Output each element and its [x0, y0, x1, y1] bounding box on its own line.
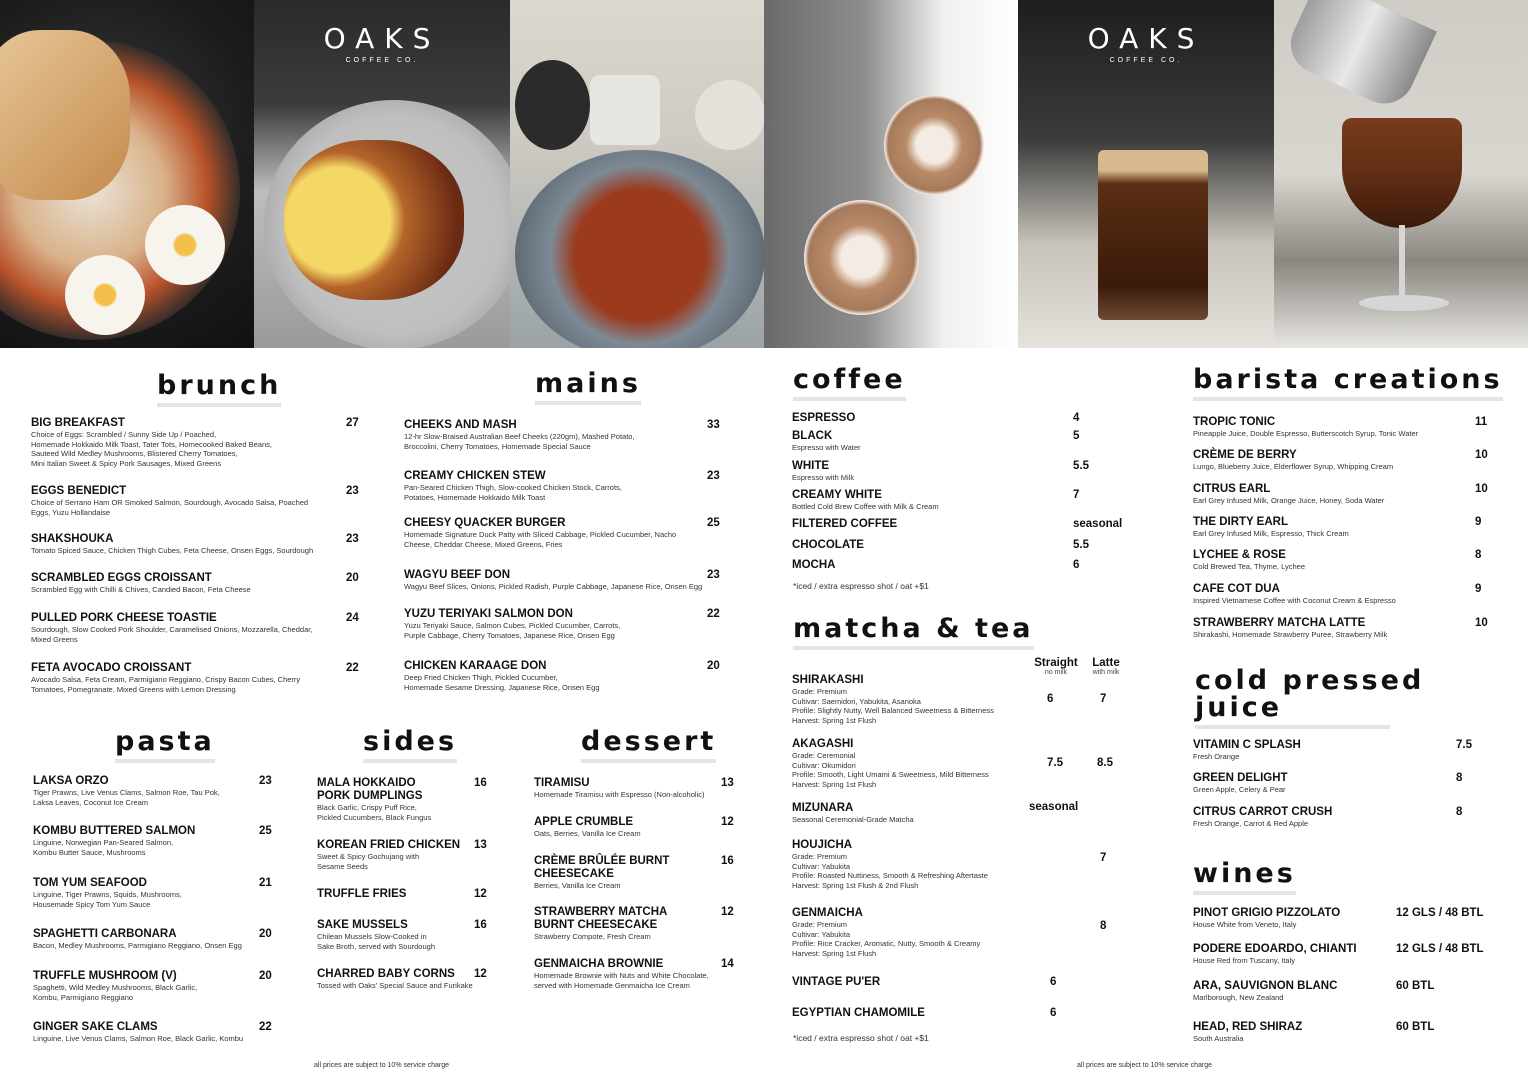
- pasta-prawns-photo: [510, 0, 764, 348]
- item-name: SHIRAKASHI: [792, 674, 864, 686]
- item-description: House Red from Tuscany, Italy: [1193, 956, 1295, 965]
- item-description: Bacon, Medley Mushrooms, Parmigiano Reggiano, Onsen Egg: [33, 941, 242, 950]
- item-description: Kombu, Parmigiano Reggiano: [33, 992, 134, 1002]
- menu-item: [792, 1007, 1032, 1020]
- item-description: Potatoes, Homemade Hokkaido Milk Toast: [404, 492, 546, 502]
- item-description: Grade: Premium: [792, 920, 848, 929]
- item-price: 16: [474, 777, 487, 789]
- item-price: 6: [1073, 559, 1080, 571]
- photo-strip: [0, 0, 1528, 348]
- item-description: Mixed Greens: [31, 634, 78, 644]
- item-description: Homemade Sesame Dressing, Japanese Rice, Onsen Egg: [404, 682, 600, 692]
- item-price: 33: [707, 419, 720, 431]
- menu-item: [792, 518, 1062, 531]
- item-description: Spaghetti, Wild Medley Mushrooms, Black Garlic,: [33, 983, 198, 992]
- menu-item: [1193, 549, 1463, 572]
- latte-label: Latte: [1092, 657, 1120, 669]
- item-name: MOCHA: [792, 559, 836, 571]
- item-description: Mini Italian Sweet & Spicy Pork Sausages, Mixed Greens: [31, 458, 222, 468]
- item-price: 7.5: [1456, 739, 1472, 751]
- item-description: Black Garlic, Crispy Puff Rice,: [317, 803, 417, 812]
- straight-column-header: [1028, 657, 1084, 676]
- item-description: Laksa Leaves, Coconut Ice Cream: [33, 797, 149, 807]
- item-name: TRUFFLE MUSHROOM (V): [33, 970, 177, 982]
- menu-item: [792, 430, 1062, 453]
- item-name: CREAMY WHITE: [792, 489, 882, 501]
- dessert-heading: [581, 728, 716, 763]
- pasta-title: pasta: [115, 726, 215, 757]
- matcha-title: matcha & tea: [793, 613, 1034, 644]
- menu-item: [31, 572, 351, 595]
- item-description: Oats, Berries, Vanilla Ice Cream: [534, 829, 641, 838]
- item-description: Harvest: Spring 1st Flush: [792, 715, 877, 725]
- service-charge-note-left: all prices are subject to 10% service charge: [314, 1062, 450, 1069]
- item-name: CHARRED BABY CORNS: [317, 968, 455, 980]
- item-name: VITAMIN C SPLASH: [1193, 739, 1301, 751]
- item-description: Kombu Butter Sauce, Mushrooms: [33, 847, 146, 857]
- heading-underline: [793, 397, 906, 401]
- item-description: Linguine, Tiger Prawns, Squids, Mushrooms,: [33, 890, 182, 899]
- item-name: FILTERED COFFEE: [792, 518, 898, 530]
- straight-price: 6: [1047, 693, 1054, 705]
- item-price: 8: [1475, 549, 1482, 561]
- item-description: Scrambled Egg with Chilli & Chives, Candied Bacon, Feta Cheese: [31, 585, 251, 594]
- item-description: Seasonal Ceremonial-Grade Matcha: [792, 815, 914, 824]
- item-description: Fresh Orange: [1193, 752, 1240, 761]
- item-description: Tomatoes, Pomegranate, Mixed Greens with Lemon Dressing: [31, 684, 236, 694]
- item-description: Pickled Cucumbers, Black Fungus: [317, 812, 432, 822]
- menu-item: [1193, 772, 1443, 795]
- item-description: Eggs, Yuzu Hollandaise: [31, 507, 111, 517]
- item-name: ESPRESSO: [792, 412, 856, 424]
- straight-price: 6: [1050, 976, 1057, 988]
- item-description: Tossed with Oaks' Special Sauce and Furikake: [317, 981, 473, 990]
- item-price: 12: [721, 906, 734, 918]
- item-description: Chilean Mussels Slow-Cooked in: [317, 932, 427, 941]
- item-description: Cultivar: Yabukita: [792, 929, 851, 939]
- item-name: CHEESY QUACKER BURGER: [404, 517, 566, 529]
- item-name: PODERE EDOARDO, CHIANTI: [1193, 943, 1357, 955]
- item-description: Fresh Orange, Carrot & Red Apple: [1193, 819, 1309, 828]
- item-name: TOM YUM SEAFOOD: [33, 877, 147, 889]
- latte-price: 8.5: [1097, 757, 1113, 769]
- item-description: Strawberry Compote, Fresh Cream: [534, 932, 651, 941]
- item-name: LYCHEE & ROSE: [1193, 549, 1286, 561]
- matcha-heading: [793, 615, 1034, 650]
- menu-item: [404, 517, 744, 549]
- item-price: 5.5: [1073, 460, 1089, 472]
- item-price: 4: [1073, 412, 1080, 424]
- item-name: CRÈME BRÛLÉE BURNT CHEESECAKE: [534, 855, 670, 880]
- item-description: Lungo, Blueberry Juice, Elderflower Syrup, Whipping Cream: [1193, 462, 1394, 471]
- item-price: 20: [707, 660, 720, 672]
- menu-item: [792, 976, 1032, 989]
- brand-name-2: OAKS: [1087, 22, 1205, 55]
- menu-item: [31, 662, 351, 694]
- item-name: LAKSA ORZO: [33, 775, 109, 787]
- item-price: 60 BTL: [1396, 1021, 1435, 1033]
- item-price: 11: [1475, 416, 1488, 428]
- item-description: Homemade Brownie with Nuts and White Chocolate,: [534, 971, 709, 980]
- item-description: Harvest: Spring 1st Flush & 2nd Flush: [792, 880, 919, 890]
- sides-heading: [363, 728, 457, 763]
- menu-item: [792, 839, 1032, 890]
- item-price: 12: [474, 968, 487, 980]
- item-price: 10: [1475, 617, 1488, 629]
- menu-item: [534, 816, 739, 839]
- item-description: Grade: Ceremonial: [792, 751, 856, 760]
- item-description: Tomato Spiced Sauce, Chicken Thigh Cubes, Feta Cheese, Onsen Eggs, Sourdough: [31, 546, 314, 555]
- straight-price: 6: [1050, 1007, 1057, 1019]
- item-description: Profile: Rice Cracker, Aromatic, Nutty, Smooth & Creamy: [792, 939, 981, 948]
- item-description: Espresso with Milk: [792, 473, 855, 482]
- item-description: Sesame Seeds: [317, 861, 368, 871]
- brunch-heading: [157, 372, 281, 407]
- menu-item: [792, 460, 1062, 483]
- item-description: Harvest: Spring 1st Flush: [792, 948, 877, 958]
- heading-underline: [115, 759, 215, 763]
- menu-item: [1193, 516, 1463, 539]
- item-price: 23: [346, 533, 359, 545]
- item-description: Homemade Signature Duck Patty with Sliced Cabbage, Pickled Cucumber, Nacho: [404, 530, 677, 539]
- item-name: HOUJICHA: [792, 839, 853, 851]
- menu-item: [1193, 907, 1393, 930]
- heading-underline: [1195, 725, 1390, 729]
- item-name: THE DIRTY EARL: [1193, 516, 1288, 528]
- item-name: PULLED PORK CHEESE TOASTIE: [31, 612, 217, 624]
- item-name: SPAGHETTI CARBONARA: [33, 928, 177, 940]
- brand-sub-2: COFFEE CO.: [1109, 57, 1183, 64]
- bread-eggs-pan-photo: [0, 0, 254, 348]
- item-description: Bottled Cold Brew Coffee with Milk & Cream: [792, 502, 939, 511]
- item-description: House White from Veneto, Italy: [1193, 920, 1297, 929]
- item-price: 20: [259, 970, 272, 982]
- item-name: CAFE COT DUA: [1193, 583, 1280, 595]
- menu-item: [1193, 980, 1393, 1003]
- item-description: Choice of Serrano Ham OR Smoked Salmon, Sourdough, Avocado Salsa, Poached: [31, 498, 309, 507]
- pasta-heading: [115, 728, 215, 763]
- menu-item: [1193, 583, 1463, 606]
- brand-name: OAKS: [323, 22, 441, 55]
- menu-item: [33, 775, 253, 807]
- item-name: AKAGASHI: [792, 738, 854, 750]
- item-description: Berries, Vanilla Ice Cream: [534, 881, 621, 890]
- heading-underline: [363, 759, 457, 763]
- item-description: Marlborough, New Zealand: [1193, 993, 1284, 1002]
- heading-underline: [581, 759, 716, 763]
- mains-title: mains: [535, 368, 641, 399]
- item-price: 24: [346, 612, 359, 624]
- item-description: Sauteed Wild Medley Mushrooms, Blistered Cherry Tomatoes,: [31, 449, 238, 458]
- menu-item: [792, 674, 1032, 725]
- item-name: MALA HOKKAIDO PORK DUMPLINGS: [317, 777, 423, 802]
- menu-item: [33, 825, 253, 857]
- item-name: HEAD, RED SHIRAZ: [1193, 1021, 1303, 1033]
- item-name: SHAKSHOUKA: [31, 533, 114, 545]
- item-description: Homemade Tiramisu with Espresso (Non-alcoholic): [534, 790, 705, 799]
- juice-title-line2: juice: [1195, 692, 1283, 723]
- dessert-title: dessert: [581, 726, 717, 757]
- item-description: Shirakashi, Homemade Strawberry Puree, Strawberry Milk: [1193, 630, 1388, 639]
- item-name: FETA AVOCADO CROISSANT: [31, 662, 192, 674]
- brand-sub: COFFEE CO.: [345, 57, 419, 64]
- menu-item: [1193, 617, 1463, 640]
- menu-item: [404, 470, 744, 502]
- item-price: 8: [1456, 806, 1463, 818]
- item-name: CHICKEN KARAAGE DON: [404, 660, 547, 672]
- item-description: Linguine, Live Venus Clams, Salmon Roe, Black Garlic, Kombu: [33, 1034, 244, 1043]
- item-name: EGYPTIAN CHAMOMILE: [792, 1007, 925, 1019]
- item-price: 13: [721, 777, 734, 789]
- item-description: Profile: Slightly Nutty, Well Balanced Sweetness & Bitterness: [792, 706, 994, 715]
- item-description: Choice of Eggs: Scrambled / Sunny Side Up / Poached,: [31, 430, 217, 439]
- menu-item: [792, 412, 1062, 425]
- item-name: VINTAGE PU'ER: [792, 976, 881, 988]
- juice-title-line1: cold pressed: [1195, 665, 1425, 696]
- item-price: 16: [474, 919, 487, 931]
- item-description: Cheese, Cheddar Cheese, Mixed Greens, Fries: [404, 539, 563, 549]
- item-price: 12 GLS / 48 BTL: [1396, 907, 1484, 919]
- latte-column-header: [1084, 657, 1128, 676]
- brand-logo-2: [1018, 22, 1274, 64]
- item-name: APPLE CRUMBLE: [534, 816, 634, 828]
- item-name: CHOCOLATE: [792, 539, 864, 551]
- item-price: 12 GLS / 48 BTL: [1396, 943, 1484, 955]
- barista-heading: [1193, 366, 1503, 401]
- heading-underline: [1193, 397, 1503, 401]
- item-name: MIZUNARA: [792, 802, 854, 814]
- menu-item: [31, 485, 351, 517]
- item-price: seasonal: [1073, 518, 1123, 530]
- item-name: GREEN DELIGHT: [1193, 772, 1288, 784]
- iced-coffee-photo: [1018, 0, 1274, 348]
- service-charge-note-right: all prices are subject to 10% service charge: [1077, 1062, 1213, 1069]
- item-description: Yuzu Teriyaki Sauce, Salmon Cubes, Pickled Cucumber, Carrots,: [404, 621, 621, 630]
- menu-item: [792, 907, 1032, 958]
- item-description: Inspired Vietnamese Coffee with Coconut Cream & Espresso: [1193, 596, 1396, 605]
- heading-underline: [793, 646, 1034, 650]
- brunch-title: brunch: [157, 370, 282, 401]
- coffee-extra-note: *iced / extra espresso shot / oat +$1: [793, 581, 929, 591]
- coffee-title: coffee: [793, 364, 906, 395]
- menu-item: [792, 539, 1062, 552]
- menu-item: [33, 970, 253, 1002]
- item-price: 22: [259, 1021, 272, 1033]
- item-price: 8: [1456, 772, 1463, 784]
- item-price: 9: [1475, 516, 1482, 528]
- menu-item: [404, 419, 744, 451]
- mains-heading: [535, 370, 641, 405]
- item-name: CREAMY CHICKEN STEW: [404, 470, 546, 482]
- menu-item: [534, 958, 739, 990]
- item-description: Harvest: Spring 1st Flush: [792, 779, 877, 789]
- item-price: 23: [346, 485, 359, 497]
- menu-item: [1193, 806, 1443, 829]
- menu-item: [534, 906, 739, 942]
- item-description: 12-hr Slow-Braised Australian Beef Cheeks (220gm), Mashed Potato,: [404, 432, 635, 441]
- item-name: SCRAMBLED EGGS CROISSANT: [31, 572, 212, 584]
- menu-item: [404, 660, 744, 692]
- item-price: 23: [259, 775, 272, 787]
- item-price: 13: [474, 839, 487, 851]
- item-price: 22: [346, 662, 359, 674]
- item-name: CITRUS CARROT CRUSH: [1193, 806, 1333, 818]
- menu-item: [31, 612, 351, 644]
- item-name: STRAWBERRY MATCHA BURNT CHEESECAKE: [534, 906, 668, 931]
- item-description: Wagyu Beef Slices, Onions, Pickled Radish, Purple Cabbage, Japanese Rice, Onsen Egg: [404, 582, 703, 591]
- item-description: Green Apple, Celery & Pear: [1193, 785, 1286, 794]
- straight-sublabel: no milk: [1044, 669, 1068, 676]
- item-price: 10: [1475, 449, 1488, 461]
- menu-item: [1193, 1021, 1393, 1044]
- item-price: 9: [1475, 583, 1482, 595]
- item-description: South Australia: [1193, 1034, 1244, 1043]
- item-name: GINGER SAKE CLAMS: [33, 1021, 158, 1033]
- item-name: TRUFFLE FRIES: [317, 888, 407, 900]
- barista-title: barista creations: [1193, 364, 1503, 395]
- item-price: 25: [259, 825, 272, 837]
- item-name: CITRUS EARL: [1193, 483, 1271, 495]
- menu-item: [33, 928, 253, 951]
- item-description: Cultivar: Saemidori, Yabukita, Asanoka: [792, 696, 921, 706]
- menu-item: [534, 855, 739, 891]
- item-name: ARA, SAUVIGNON BLANC: [1193, 980, 1338, 992]
- item-name: WAGYU BEEF DON: [404, 569, 511, 581]
- item-description: Broccolini, Cherry Tomatoes, Homemade Special Sauce: [404, 441, 591, 451]
- cocktail-pour-photo: [1274, 0, 1528, 348]
- item-price: 25: [707, 517, 720, 529]
- item-name: CHEEKS AND MASH: [404, 419, 517, 431]
- menu-item: [792, 802, 1032, 825]
- item-price: 5: [1073, 430, 1080, 442]
- item-description: Homemade Hokkaido Milk Toast, Tater Tots, Homecooked Baked Beans,: [31, 439, 272, 449]
- item-description: Grade: Premium: [792, 852, 848, 861]
- item-name: EGGS BENEDICT: [31, 485, 127, 497]
- wines-title: wines: [1193, 858, 1296, 889]
- item-description: Earl Grey Infused Milk, Espresso, Thick Cream: [1193, 529, 1349, 538]
- item-description: served with Homemade Genmaicha Ice Cream: [534, 980, 690, 990]
- menu-item: [792, 559, 1062, 572]
- menu-item: [1193, 943, 1393, 966]
- item-price: 5.5: [1073, 539, 1089, 551]
- menu-item: [1193, 449, 1463, 472]
- menu-item: [792, 489, 1062, 512]
- item-price: 14: [721, 958, 734, 970]
- heading-underline: [157, 403, 281, 407]
- item-price: 7: [1073, 489, 1080, 501]
- menu-item: [33, 1021, 253, 1044]
- item-name: KOREAN FRIED CHICKEN: [317, 839, 461, 851]
- item-price: 23: [707, 569, 720, 581]
- item-price: 60 BTL: [1396, 980, 1435, 992]
- item-price: 20: [259, 928, 272, 940]
- item-name: STRAWBERRY MATCHA LATTE: [1193, 617, 1366, 629]
- item-name: TROPIC TONIC: [1193, 416, 1276, 428]
- item-price: 23: [707, 470, 720, 482]
- item-price: 20: [346, 572, 359, 584]
- item-name: PINOT GRIGIO PIZZOLATO: [1193, 907, 1341, 919]
- item-name: WHITE: [792, 460, 830, 472]
- juice-heading: [1195, 667, 1424, 729]
- item-name: TIRAMISU: [534, 777, 590, 789]
- item-description: Earl Grey Infused Milk, Orange Juice, Honey, Soda Water: [1193, 496, 1385, 505]
- menu-item: [33, 877, 253, 909]
- item-price: 21: [259, 877, 272, 889]
- item-price: 12: [474, 888, 487, 900]
- item-price: 12: [721, 816, 734, 828]
- item-description: Deep Fried Chicken Thigh, Pickled Cucumber,: [404, 673, 558, 682]
- item-description: Sourdough, Slow Cooked Pork Shoulder, Caramelised Onions, Mozzarella, Cheddar,: [31, 625, 313, 634]
- wines-heading: [1193, 860, 1296, 895]
- sides-title: sides: [363, 726, 458, 757]
- croissant-plate-photo: [254, 0, 510, 348]
- item-description: Grade: Premium: [792, 687, 848, 696]
- item-name: BIG BREAKFAST: [31, 417, 125, 429]
- item-description: Avocado Salsa, Feta Cream, Parmigiano Reggiano, Crispy Bacon Cubes, Cherry: [31, 675, 301, 684]
- menu-item: [404, 569, 744, 592]
- latte-price: 8: [1100, 920, 1107, 932]
- straight-label: Straight: [1034, 657, 1078, 669]
- item-name: CRÈME DE BERRY: [1193, 449, 1297, 461]
- item-description: Purple Cabbage, Cherry Tomatoes, Japanese Rice, Onsen Egg: [404, 630, 615, 640]
- menu-item: [404, 608, 744, 640]
- menu-item: [1193, 739, 1443, 762]
- item-description: Profile: Roasted Nuttiness, Smooth & Refreshing Aftertaste: [792, 871, 988, 880]
- item-name: BLACK: [792, 430, 833, 442]
- item-price: 10: [1475, 483, 1488, 495]
- item-description: Espresso with Water: [792, 443, 861, 452]
- matcha-extra-note: *iced / extra espresso shot / oat +$1: [793, 1033, 929, 1043]
- item-name: KOMBU BUTTERED SALMON: [33, 825, 196, 837]
- item-description: Profile: Smooth, Light Umami & Sweetness, Mild Bitterness: [792, 770, 989, 779]
- menu-item: [31, 533, 351, 556]
- item-price: 22: [707, 608, 720, 620]
- item-name: SAKE MUSSELS: [317, 919, 408, 931]
- item-description: Tiger Prawns, Live Venus Clams, Salmon Roe, Tau Pok,: [33, 788, 220, 797]
- straight-price: seasonal: [1029, 801, 1079, 813]
- heading-underline: [1193, 891, 1296, 895]
- item-description: Pan-Seared Chicken Thigh, Slow-cooked Chicken Stock, Carrots,: [404, 483, 622, 492]
- coffee-heading: [793, 366, 906, 401]
- item-description: Pineapple Juice, Double Espresso, Butterscotch Syrup, Tonic Water: [1193, 429, 1419, 438]
- item-price: 27: [346, 417, 359, 429]
- item-name: YUZU TERIYAKI SALMON DON: [404, 608, 573, 620]
- item-description: Cultivar: Yabukita: [792, 861, 851, 871]
- heading-underline: [535, 401, 641, 405]
- brand-logo: [254, 22, 510, 64]
- menu-item: [792, 738, 1032, 789]
- latte-art-photo: [764, 0, 1018, 348]
- latte-price: 7: [1100, 852, 1107, 864]
- item-description: Cold Brewed Tea, Thyme, Lychee: [1193, 562, 1306, 571]
- item-description: Cultivar: Okumidori: [792, 760, 856, 770]
- item-name: GENMAICHA BROWNIE: [534, 958, 664, 970]
- menu-item: [31, 417, 351, 468]
- item-description: Sake Broth, served with Sourdough: [317, 941, 435, 951]
- item-description: Housemade Spicy Tom Yum Sauce: [33, 899, 151, 909]
- item-description: Linguine, Norwegian Pan-Seared Salmon,: [33, 838, 174, 847]
- latte-sublabel: with milk: [1092, 669, 1120, 676]
- menu-item: [1193, 416, 1463, 439]
- item-price: 16: [721, 855, 734, 867]
- straight-price: 7.5: [1047, 757, 1063, 769]
- menu-item: [534, 777, 739, 800]
- menu-item: [1193, 483, 1463, 506]
- latte-price: 7: [1100, 693, 1107, 705]
- item-description: Sweet & Spicy Gochujang with: [317, 852, 420, 861]
- item-name: GENMAICHA: [792, 907, 863, 919]
